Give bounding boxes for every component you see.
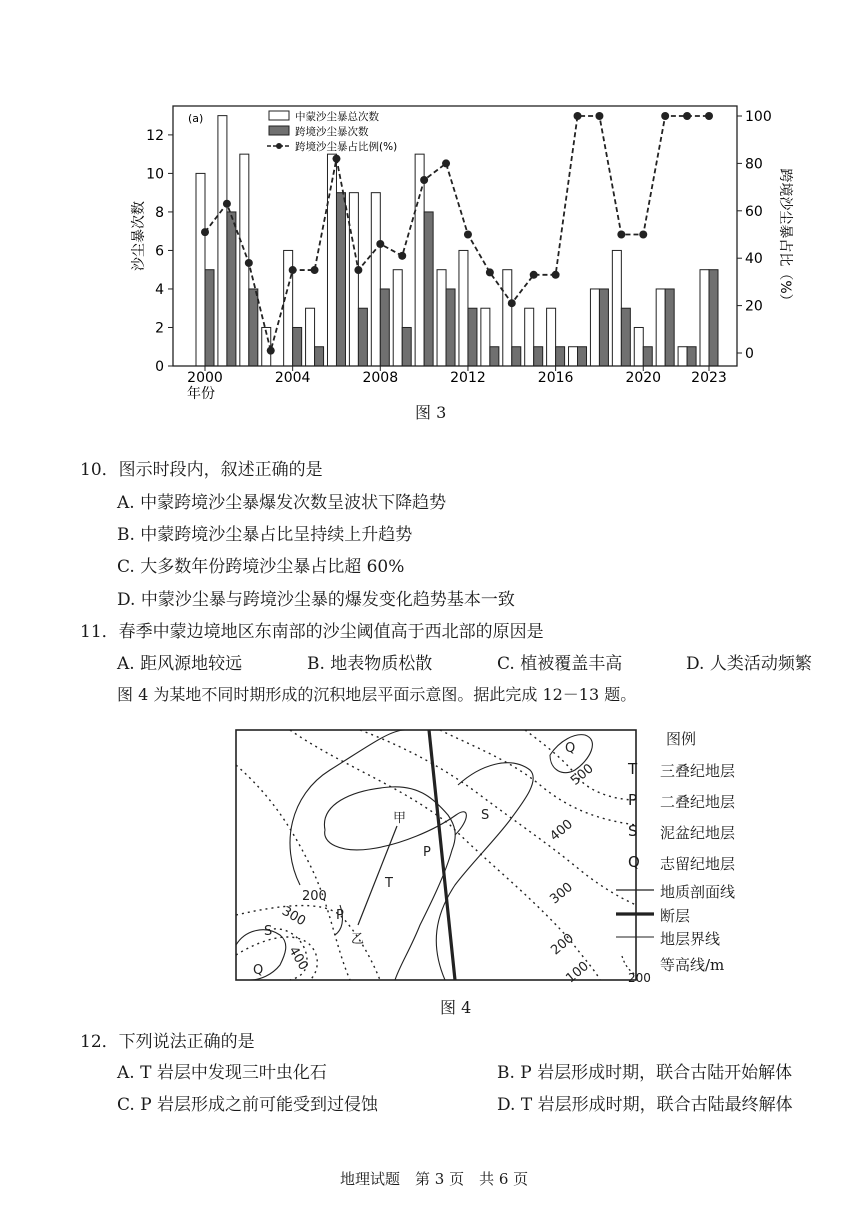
ratio-point-2007 (354, 266, 362, 274)
contour-label-100: 100 (563, 958, 592, 987)
contour-label-200a: 200 (548, 930, 577, 959)
figure-3 (0, 0, 867, 430)
ratio-point-2002 (245, 259, 253, 267)
bar-total-2011 (437, 270, 446, 366)
bar-total-2005 (306, 308, 315, 366)
x-tick-label: 2004 (274, 370, 311, 386)
figure-3-caption: 图 3 (415, 403, 447, 422)
bar-total-2016 (547, 308, 556, 366)
y-left-tick-label: 0 (155, 359, 164, 375)
bar-total-2007 (349, 193, 358, 366)
bar-cross-2014 (512, 347, 521, 366)
y-left-tick-label: 12 (146, 127, 164, 144)
map-label-S1: S (481, 808, 490, 823)
q11-option-a: A. 距风源地较远 (117, 654, 243, 674)
y-axis-label-right: 跨境沙尘暴占比（%） (777, 168, 793, 308)
ratio-point-2018 (595, 112, 603, 120)
ratio-point-2015 (530, 271, 538, 279)
bar-cross-2021 (665, 289, 674, 366)
contour-label-400b: 400 (285, 944, 311, 974)
q10-stem: 10．图示时段内，叙述正确的是 (80, 460, 323, 480)
y-right-tick-label: 100 (745, 109, 772, 125)
legend-label-ratio: 跨境沙尘暴占比例(%) (295, 141, 398, 153)
ratio-point-2022 (683, 112, 691, 120)
y-right-tick-label: 0 (745, 346, 754, 362)
map-label-yi: 乙 (351, 932, 365, 947)
legend-symbol-S: S (628, 822, 638, 840)
ratio-point-2014 (508, 299, 516, 307)
ratio-point-2011 (442, 159, 450, 167)
legend-swatch-cross (269, 126, 289, 135)
chart-legend (267, 110, 397, 153)
ratio-point-2003 (267, 347, 275, 355)
bar-total-2015 (525, 308, 534, 366)
figure-4-caption: 图 4 (440, 998, 472, 1017)
page-footer: 地理试题 第 3 页 共 6 页 (340, 1170, 529, 1188)
bar-total-2013 (481, 308, 490, 366)
q11-option-d: D. 人类活动频繁 (686, 654, 812, 674)
ratio-point-2010 (420, 176, 428, 184)
ratio-point-2021 (661, 112, 669, 120)
bar-cross-2004 (293, 327, 302, 366)
y-left-tick-label: 8 (155, 204, 164, 221)
y-left-tick-label: 2 (155, 320, 164, 337)
y-axis-label-left: 沙尘暴次数 (131, 201, 147, 271)
map-label-P1: P (423, 845, 431, 860)
legend-label-P: 二叠纪地层 (660, 793, 736, 811)
map-label-jia: 甲 (393, 811, 407, 826)
panel-tag: (a) (188, 112, 204, 125)
ratio-point-2004 (289, 266, 297, 274)
q12-option-a: A. T 岩层中发现三叶虫化石 (117, 1063, 327, 1083)
x-tick-label: 2012 (450, 370, 486, 386)
map-label-Q1: Q (565, 741, 576, 756)
map-label-P2: P (336, 908, 344, 923)
bar-cross-2015 (534, 347, 543, 366)
bar-cross-2009 (402, 327, 411, 366)
ratio-point-2006 (332, 155, 340, 163)
x-tick-label: 2016 (537, 370, 574, 386)
ratio-point-2005 (311, 266, 319, 274)
bar-total-2001 (218, 116, 227, 366)
q10-option-a: A. 中蒙跨境沙尘暴爆发次数呈波状下降趋势 (117, 493, 447, 513)
q10-option-c: C. 大多数年份跨境沙尘暴占比超 60% (117, 557, 405, 577)
q11-option-c: C. 植被覆盖丰高 (497, 654, 623, 674)
q12-stem: 12．下列说法正确的是 (80, 1032, 255, 1052)
q11-option-b: B. 地表物质松散 (307, 654, 433, 674)
contour-label-400a: 400 (547, 816, 576, 845)
legend-label-profile: 地质剖面线 (660, 883, 736, 901)
y-right-tick-label: 80 (745, 156, 763, 173)
map-label-T: T (385, 876, 393, 891)
bar-cross-2022 (687, 347, 696, 366)
legend-label-S: 泥盆纪地层 (660, 824, 736, 842)
bar-cross-2010 (424, 212, 433, 366)
ratio-point-2019 (617, 231, 625, 239)
bar-cross-2018 (599, 289, 608, 366)
q12-option-c: C. P 岩层形成之前可能受到过侵蚀 (117, 1095, 379, 1115)
legend-label-fault: 断层 (660, 907, 691, 925)
ratio-point-2001 (223, 200, 231, 208)
ratio-point-2013 (486, 268, 494, 276)
bar-cross-2011 (446, 289, 455, 366)
legend-title: 图例 (666, 730, 697, 748)
bar-total-2020 (634, 327, 643, 366)
bar-total-2019 (612, 250, 621, 366)
q11-stem: 11．春季中蒙边境地区东南部的沙尘阈值高于西北部的原因是 (80, 622, 544, 642)
bar-total-2008 (371, 193, 380, 366)
ratio-point-2023 (705, 112, 713, 120)
ratio-line (205, 116, 709, 351)
x-tick-label: 2020 (625, 370, 662, 386)
bar-total-2023 (700, 270, 709, 366)
bar-cross-2023 (709, 270, 718, 366)
ratio-point-2017 (574, 112, 582, 120)
bar-cross-2019 (621, 308, 630, 366)
bar-cross-2002 (249, 289, 258, 366)
legend-label-boundary: 地层界线 (660, 930, 721, 948)
x-axis-label: 年份 (187, 386, 215, 400)
y-left-tick-label: 6 (155, 243, 164, 260)
y-right-tick-label: 40 (745, 251, 763, 268)
contour-label-200b: 200 (302, 889, 327, 904)
y-left-tick-label: 4 (155, 281, 164, 298)
q10-option-d: D. 中蒙沙尘暴与跨境沙尘暴的爆发变化趋势基本一致 (117, 590, 515, 610)
contour-label-300b: 300 (279, 903, 309, 930)
ratio-point-2008 (376, 240, 384, 248)
q10-option-b: B. 中蒙跨境沙尘暴占比呈持续上升趋势 (117, 525, 413, 545)
legend-label-cross: 跨境沙尘暴次数 (295, 126, 369, 138)
bar-cross-2000 (205, 270, 214, 366)
ratio-point-2009 (398, 252, 406, 260)
bar-cross-2005 (315, 347, 324, 366)
bar-cross-2016 (556, 347, 565, 366)
legend-label-total: 中蒙沙尘暴总次数 (295, 111, 379, 123)
legend-swatch-total (269, 111, 289, 120)
legend-marker-ratio (276, 143, 282, 149)
y-right-tick-label: 20 (745, 298, 763, 315)
x-tick-label: 2008 (362, 370, 399, 386)
figure-3-chart (0, 0, 867, 400)
ratio-point-2016 (552, 271, 560, 279)
bar-total-2014 (503, 270, 512, 366)
bar-total-2017 (569, 347, 578, 366)
legend-symbol-Q: Q (628, 853, 640, 871)
contour-label-300a: 300 (547, 879, 576, 908)
bar-cross-2013 (490, 347, 499, 366)
bar-cross-2012 (468, 308, 477, 366)
bar-total-2010 (415, 154, 424, 366)
bar-total-2018 (590, 289, 599, 366)
bar-cross-2007 (358, 308, 367, 366)
bar-total-2021 (656, 289, 665, 366)
ratio-point-2020 (639, 231, 647, 239)
bar-total-2000 (196, 173, 205, 366)
x-tick-label: 2000 (187, 370, 223, 386)
contour-label-500: 500 (568, 761, 597, 789)
ratio-point-2012 (464, 231, 472, 239)
figure-4-legend (616, 728, 836, 990)
legend-symbol-P: P (628, 791, 638, 809)
bar-cross-2001 (227, 212, 236, 366)
q12-option-b: B. P 岩层形成时期，联合古陆开始解体 (497, 1063, 793, 1083)
bar-total-2022 (678, 347, 687, 366)
intro-12-13: 图 4 为某地不同时期形成的沉积地层平面示意图。据此完成 12－13 题。 (117, 685, 637, 704)
bar-cross-2008 (380, 289, 389, 366)
legend-symbol-T: T (628, 760, 638, 778)
x-tick-label: 2023 (691, 370, 727, 386)
legend-contour-sample: 200 (628, 971, 651, 985)
bar-cross-2020 (643, 347, 652, 366)
y-right-tick-label: 60 (745, 203, 763, 220)
legend-label-T: 三叠纪地层 (660, 762, 736, 780)
y-left-tick-label: 10 (146, 166, 164, 183)
bar-total-2009 (393, 270, 402, 366)
legend-label-contour: 等高线/m (660, 956, 725, 974)
map-label-Q2: Q (253, 963, 264, 978)
legend-label-Q: 志留纪地层 (660, 855, 736, 873)
figure-4-map (230, 725, 640, 987)
bar-cross-2006 (336, 193, 345, 366)
bar-total-2012 (459, 250, 468, 366)
ratio-point-2000 (201, 228, 209, 236)
q12-option-d: D. T 岩层形成时期，联合古陆最终解体 (497, 1095, 793, 1115)
map-label-S2: S (264, 924, 273, 939)
bar-cross-2017 (578, 347, 587, 366)
